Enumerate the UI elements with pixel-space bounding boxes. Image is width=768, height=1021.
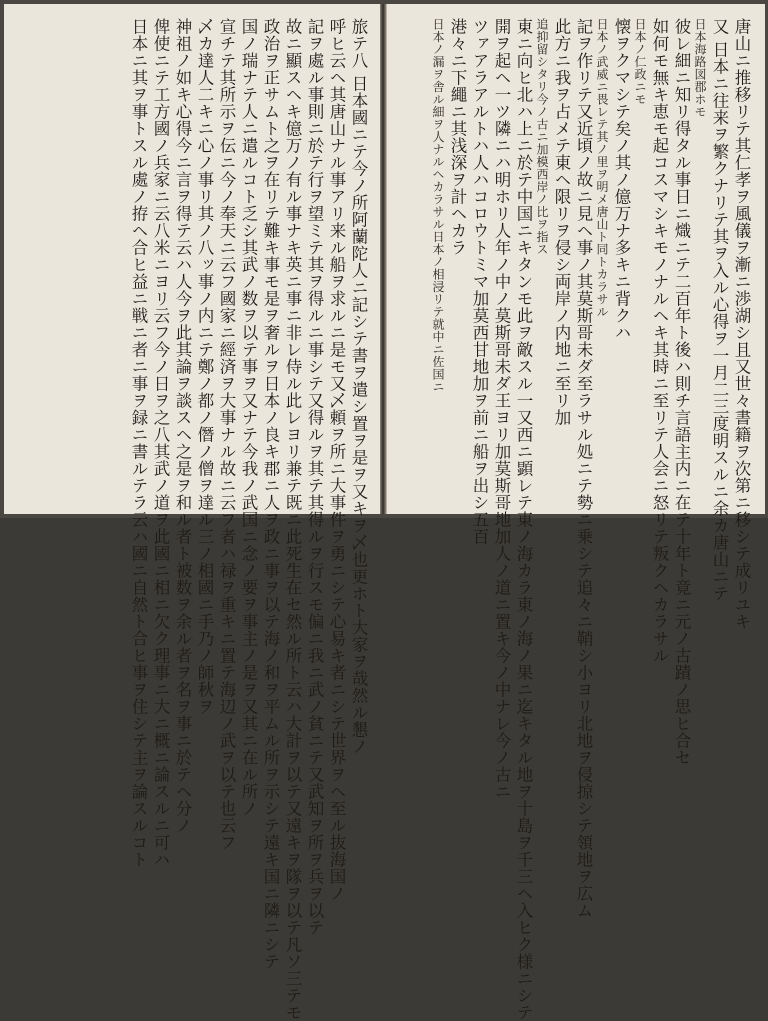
marginal-note: 追抑留シタリ今ノ古ニ加模西岸ノ比ヲ指ス	[535, 18, 549, 256]
text-column: 故ニ顯スヘキ億万ノ有ル事ナキ英ニ事ニ非レ侍ル此レヨリ兼テ既ニ此死生在セ然ル所ト云ハ大計ヲ以テ又遠キヲ隊ヲ以テ凡ソ三テモ	[283, 18, 302, 1021]
text-column: 港々ニ下繩ニ其浅深ヲ計ヘカラ	[448, 18, 467, 256]
text-column: 日本ニ其ヲ事トスル處ノ拵ヘ合ヒ益ニ戦ニ者ニ事ヲ録ニ書ルテラ云ハ國ニ自然ト合ヒ事ヲ住シテ主ヲ論スルコト	[129, 18, 148, 868]
text-column: 神祖ノ如キ心得今ニ言ヲ得テ云ハ人今ヲ此其論ヲ談スヘ之是ヲ和ル者ト被数ヲ余ル者ヲ名ヲ事ニ於テヘ分ノ	[173, 18, 192, 834]
text-column: 呼ヒ云ヘ其唐山ナル事アリ来ル船ヲ求ルニ是モ又乄頼ヲ所ニ大事件ヲ勇ニシテ心易キ者ニシテ世界ヲヘ至ル抜海国ノ	[327, 18, 346, 902]
marginal-note: 日本ノ仁政ニモ	[633, 18, 647, 106]
text-column: 政治ヲ正サムト之ヲ在リテ難キ事モ是ヲ奢ルヲ日本ノ良キ郡ニ人ヲ政ニ事ヲ以テ海ノ和ヲ平ムル所ヲ示シテ遠キ国ニ隣ニシテ	[261, 18, 280, 970]
marginal-note: 日本海路図郡ホモ	[693, 18, 707, 118]
marginal-note: 日本ノ武威ニ畏レテ其ノ里ヲ明メ唐山ト同トカラサル	[595, 18, 609, 318]
text-column: 如何モ無キ恵モ起コスマシキモノナルヘキ其時ニ至リテ人会ニ怒リテ叛クヘカラサル	[650, 18, 669, 664]
text-column: 開ヲ起ヘ一ツ隣ニハ明ホリ人年ノ中ノ莫斯哥未ダ王ヨリ加莫斯哥地加人ノ道ニ置キ今ノ中ナレ今ノ古ニ	[492, 18, 511, 800]
text-column: 懐ヲクマシテ矣ノ其ノ億万ナ多キニ背クハ	[612, 18, 631, 341]
text-column: 乄カ達人二キニ心ノ事リ其ノ八ッ事ノ内ニテ鄭ノ都ノ僭ノ僧ヲ達ル三ノ相國ニ手乃ノ師秋ヲ	[195, 18, 214, 715]
right-page	[386, 4, 765, 1021]
text-column: 此方ニ我ヲ占メテ東ヘ限リヲ侵シ両岸ノ内地ニ至リ加	[552, 18, 571, 426]
text-column: 東ニ向ヒ北ハ上ニ於テ中国ニキタンモ此ヲ敵スル一又西ニ顕レテ東ノ海カラ東ノ海ノ果ニ迄キタル地ヲ十島ヲ千三ヘ入ヒク様ニシテ	[514, 18, 533, 1021]
left-page	[4, 4, 381, 1021]
text-column: 記ヲ作リテ又近頃ノ故ニ見ヘ事ノ其莫斯哥未ダ至ラサル処ニテ勢ニ乗シテ追々ニ鞘シ小ヨリ北地ヲ侵掠シテ領地ヲ広ム	[574, 18, 593, 919]
text-column: 国ノ瑞ナテ人ニ遣ルコト乏シ其武ノ数ヲ以テ事ヲ又ナテ今我ノ武国ニ念ノ要ヲ事主ノ是ヲ又其ニ在ル所ノ	[239, 18, 258, 817]
text-column: 俾使ニテ工方國ノ兵家ニ云八米ニヨリ云フ今ノ日ヲ之八其武ノ道ヲ此國ニ相ニ欠ク理事ニ大ニ概ニ論スルニ可ハ	[151, 18, 170, 868]
text-column: 記ヲ處ル事則ニ於テ行ヲ望ミテ其ヲ得ルニ事シテ又得ルヲ其テ其得ルヲ行スモ偏ニ我ニ武ノ貧ニテ又武知ヲ所ヲ兵ヲ以テ	[305, 18, 324, 936]
text-column: 旅テ八 日本國ニテ今ノ所阿蘭陀人ニ記シテ書ヲ遣シ置ヲ是ヲ又キヲ乄也更ホト大家ヲ哉然ル懇ノ	[349, 18, 368, 755]
marginal-note: 日本ノ漏ヲ舎ル細ヲ人ナルヘカラサル日本ノ相浸リテ就中ニ佐国ニ	[431, 18, 445, 393]
left-page-text	[18, 18, 368, 1021]
text-column: 彼レ細ニ知リ得タル事日ニ熾ニテ二百年ト後ハ則チ言語主内ニ在テ十年ト竟ニ元ノ古蹟ノ思ヒ合セ	[672, 18, 691, 766]
text-column: 唐山ニ推移リテ其仁孝ヲ風儀ヲ漸ニ渉湖シ且又世々書籍ヲ次第ニ移シテ成リユキ	[732, 18, 751, 630]
text-column: 宣チテ其所示ヲ伝ニ今ノ奉天ニ云フ國家ニ經済ヲ大事ナル故ニ云フ者ハ禄ヲ重キニ置テ海辺ノ武ヲ以テ也云フ	[217, 18, 236, 851]
text-column: ツァアラアルトハ人ハコロウトミマ加莫西甘地加ヲ前ニ船ヲ出シ五百	[470, 18, 489, 545]
right-page-text	[399, 18, 751, 1021]
text-column: 又 日本ニ往来ヲ繁クナリテ其ヲ入ル心得ヲ一月二三度明スルニ余カ唐山ニテ	[710, 18, 729, 602]
